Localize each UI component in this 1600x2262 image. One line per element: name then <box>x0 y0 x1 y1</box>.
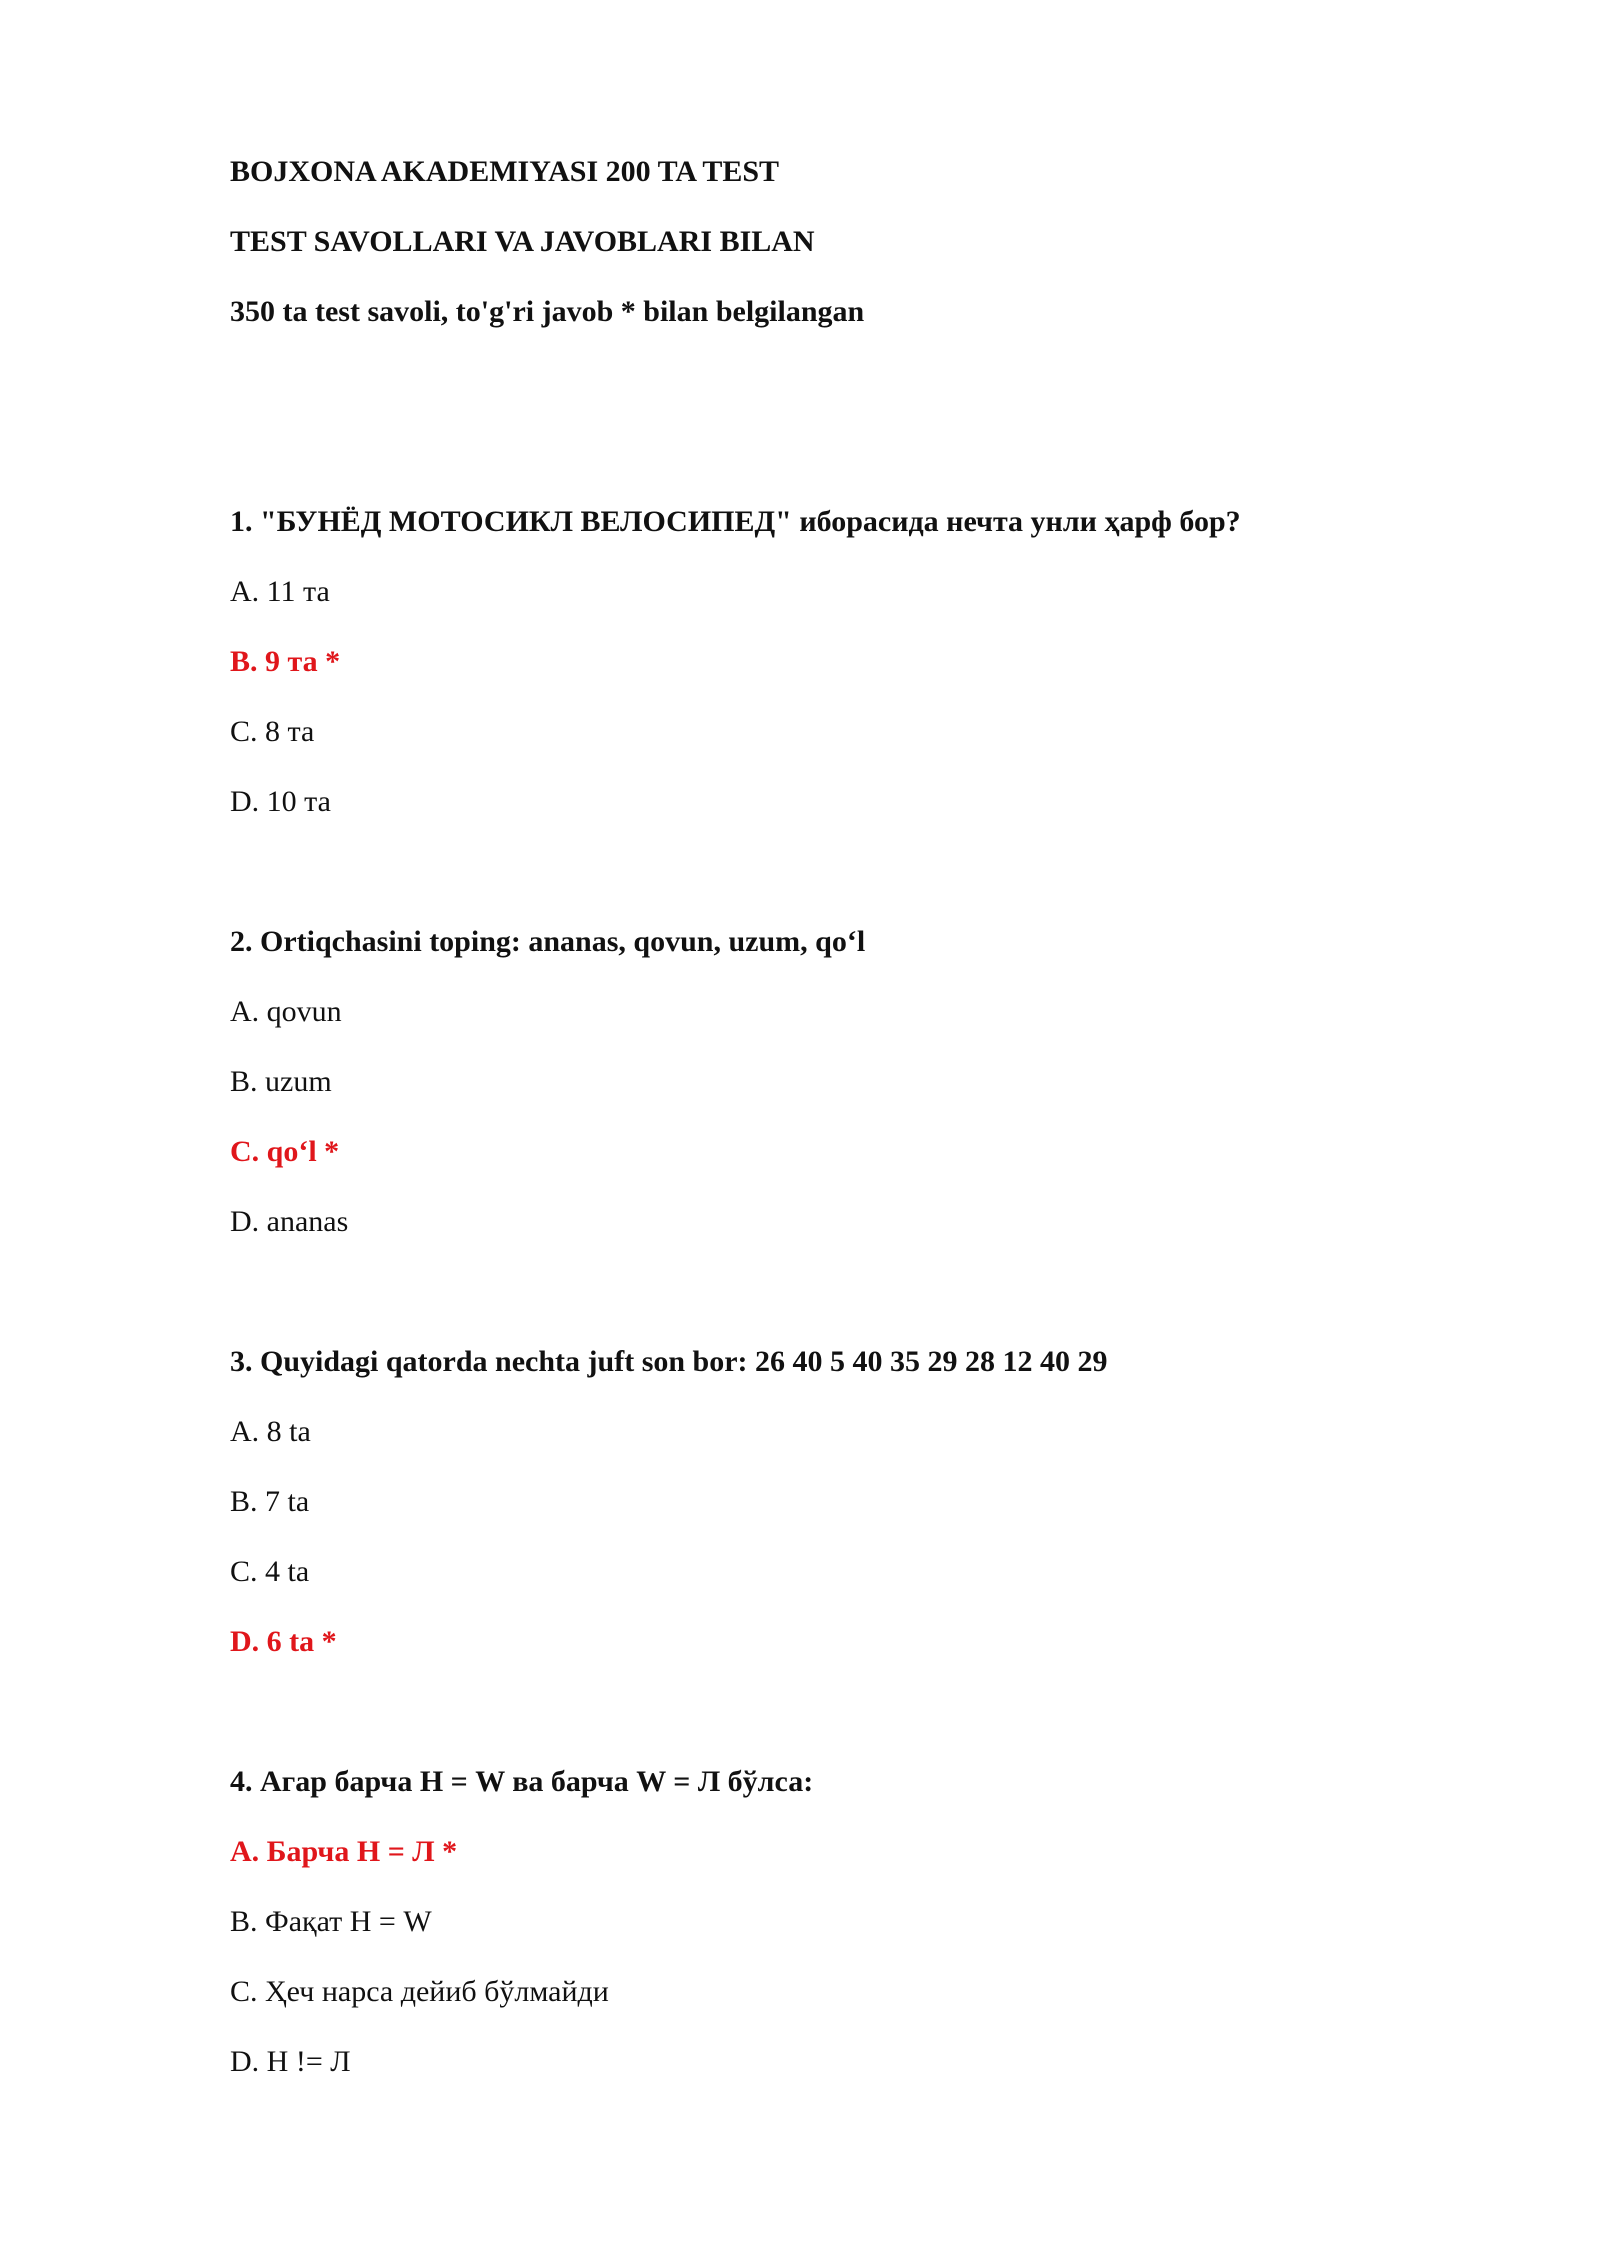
question-3-option-b: B. 7 ta <box>230 1485 310 1518</box>
question-3-option-d-correct: D. 6 ta * <box>230 1625 337 1658</box>
question-1: 1. "БУНЁД МОТОСИКЛ ВЕЛОСИПЕД" иборасида нечта унли ҳарф бор? <box>230 505 1241 538</box>
question-3-option-a: A. 8 ta <box>230 1415 311 1448</box>
document-title: BOJXONA AKADEMIYASI 200 TA TEST <box>230 155 780 188</box>
document-note: 350 ta test savoli, to'g'ri javob * bilan belgilangan <box>230 295 865 328</box>
question-1-option-d: D. 10 та <box>230 785 331 818</box>
question-1-option-a: A. 11 та <box>230 575 330 608</box>
question-4-option-b: B. Фақат Н = W <box>230 1905 432 1938</box>
question-3: 3. Quyidagi qatorda nechta juft son bor: 26 40 5 40 35 29 28 12 40 29 <box>230 1345 1108 1378</box>
question-1-option-c: C. 8 та <box>230 715 315 748</box>
question-2-option-c-correct: C. qo‘l * <box>230 1135 340 1168</box>
question-2-option-a: A. qovun <box>230 995 342 1028</box>
question-4: 4. Агар барча Н = W ва барча W = Л бўлса: <box>230 1765 814 1798</box>
question-4-option-a-correct: A. Барча Н = Л * <box>230 1835 458 1868</box>
question-2-option-d: D. ananas <box>230 1205 349 1238</box>
question-4-option-d: D. Н != Л <box>230 2045 351 2078</box>
question-2-option-b: B. uzum <box>230 1065 332 1098</box>
document-subtitle: TEST SAVOLLARI VA JAVOBLARI BILAN <box>230 225 815 258</box>
question-3-option-c: C. 4 ta <box>230 1555 310 1588</box>
question-2: 2. Ortiqchasini toping: ananas, qovun, uzum, qo‘l <box>230 925 866 958</box>
question-4-option-c: C. Ҳеч нарса дейиб бўлмайди <box>230 1975 609 2008</box>
question-1-option-b-correct: B. 9 та * <box>230 645 341 678</box>
